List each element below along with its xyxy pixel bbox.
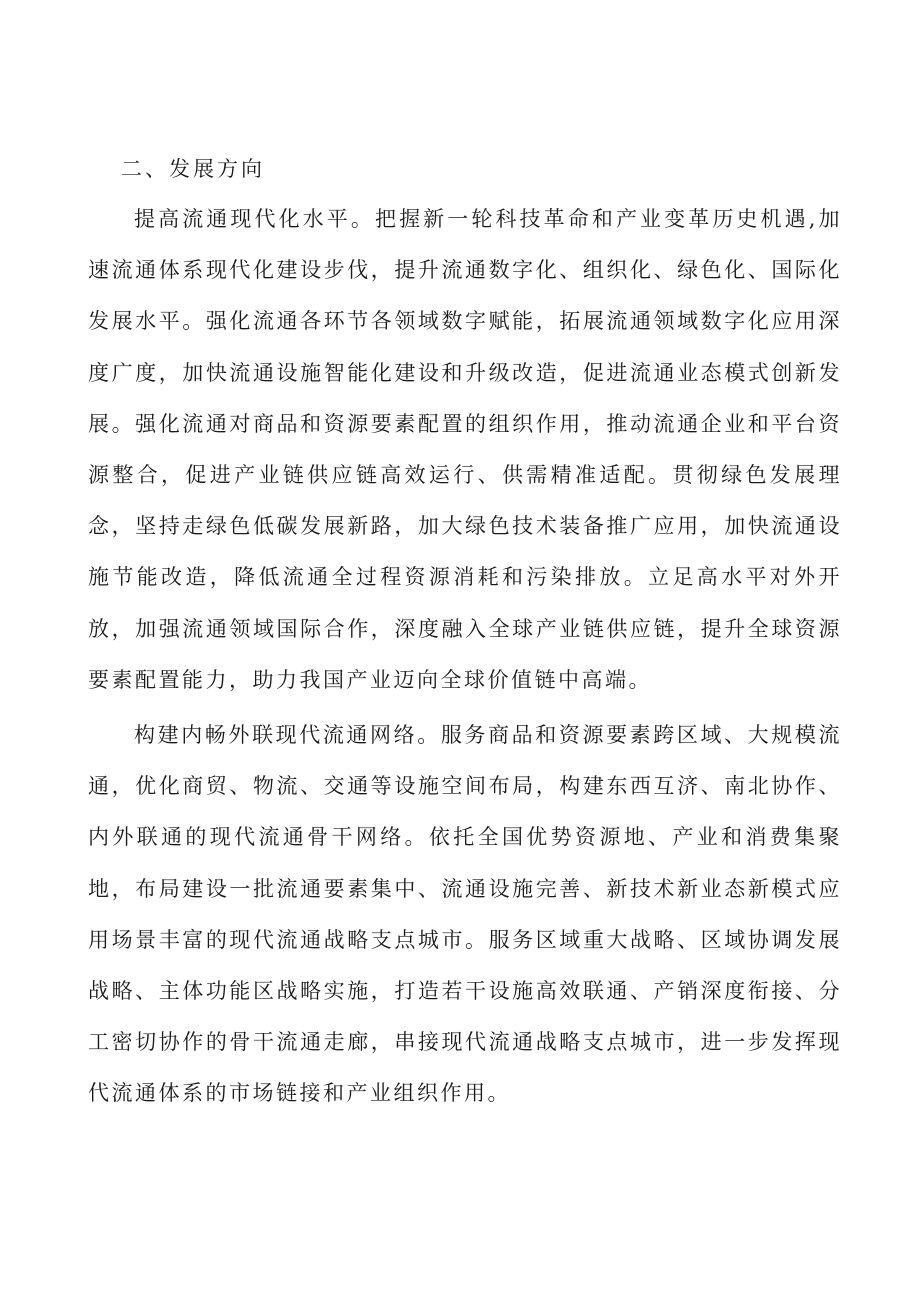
section-heading: 二、发展方向 xyxy=(121,157,265,181)
paragraph-network: 构建内畅外联现代流通网络。服务商品和资源要素跨区域、大规模流通，优化商贸、物流、交通等设施空间布局，构建东西互济、南北协作、内外联通的现代流通骨干网络。依托全国优势资源地、产业和消费集聚地，布局建设一批流通要素集中、流通设施完善、新技术新业态新模式应用场景丰富的现代流通战略支点城市。服务区域重大战略、区域协调发展战略、主体功能区战略实施，打造若干设施高效联通、产销深度衔接、分工密切协作的骨干流通走廊，串接现代流通战略支点城市，进一步发挥现代流通体系的市场链接和产业组织作用。 xyxy=(88,723,842,1106)
paragraph-modernization: 提高流通现代化水平。把握新一轮科技革命和产业变革历史机遇,加速流通体系现代化建设步伐，提升流通数字化、组织化、绿色化、国际化发展水平。强化流通各环节各领域数字赋能，拓展流通领域数字化应用深度广度，加快流通设施智能化建设和升级改造，促进流通业态模式创新发展。强化流通对商品和资源要素配置的组织作用，推动流通企业和平台资源整合，促进产业链供应链高效运行、供需精准适配。贯彻绿色发展理念，坚持走绿色低碳发展新路，加大绿色技术装备推广应用，加快流通设施节能改造，降低流通全过程资源消耗和污染排放。立足高水平对外开放，加强流通领域国际合作，深度融入全球产业链供应链，提升全球资源要素配置能力，助力我国产业迈向全球价值链中高端。 xyxy=(88,207,842,692)
